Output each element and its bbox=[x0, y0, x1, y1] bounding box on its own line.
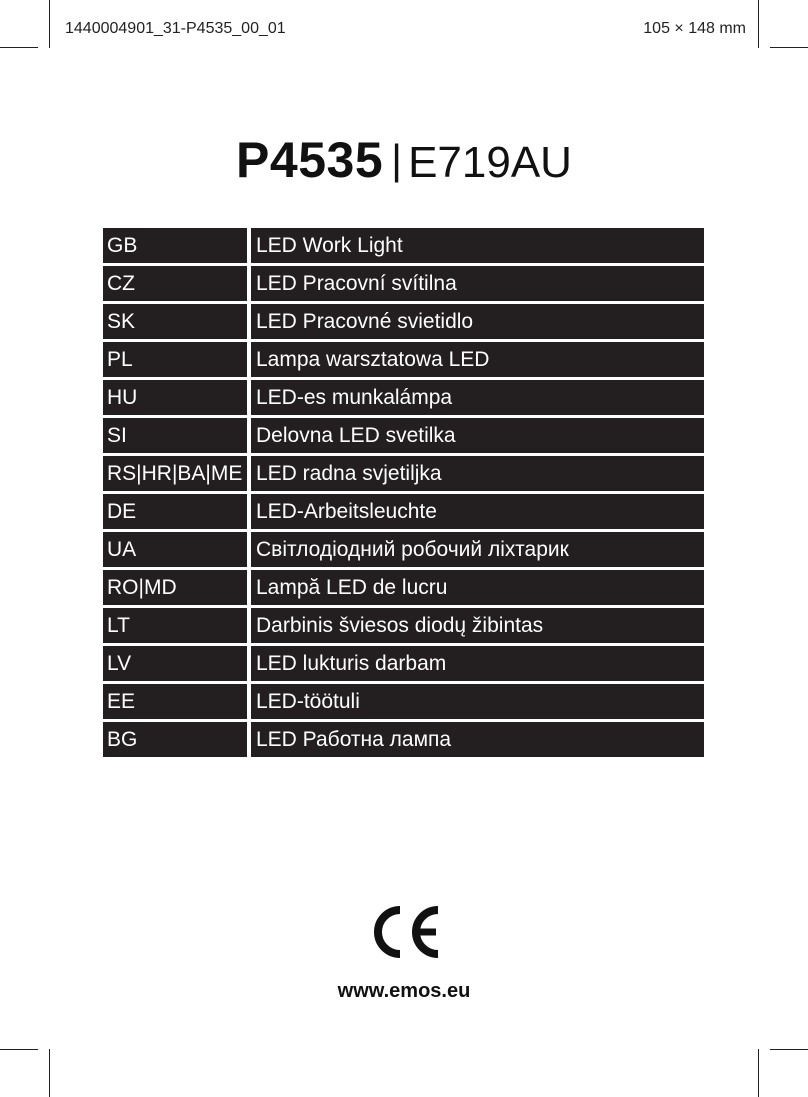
language-row bbox=[103, 380, 704, 415]
page-title bbox=[0, 130, 808, 193]
product-name: Darbinis šviesos diodų žibintas bbox=[251, 608, 704, 643]
language-row bbox=[103, 456, 704, 491]
language-code: GB bbox=[103, 228, 247, 263]
language-row bbox=[103, 228, 704, 263]
language-row bbox=[103, 494, 704, 529]
product-name: Lampa warsztatowa LED bbox=[251, 342, 704, 377]
product-name: Lampă LED de lucru bbox=[251, 570, 704, 605]
product-name: LED Pracovní svítilna bbox=[251, 266, 704, 301]
language-code: EE bbox=[103, 684, 247, 719]
website-url: www.emos.eu bbox=[337, 980, 471, 1002]
document-id: 1440004901_31-P4535_00_01 bbox=[65, 20, 286, 37]
language-row bbox=[103, 266, 704, 301]
language-row bbox=[103, 304, 704, 339]
language-table bbox=[103, 228, 704, 760]
language-row bbox=[103, 418, 704, 453]
crop-mark bbox=[0, 47, 38, 48]
crop-mark bbox=[49, 1049, 50, 1097]
product-name: LED-töötuli bbox=[251, 684, 704, 719]
language-code: PL bbox=[103, 342, 247, 377]
crop-mark bbox=[770, 47, 808, 48]
language-row bbox=[103, 608, 704, 643]
product-name: Світлодіодний робочий ліхтарик bbox=[251, 532, 704, 567]
language-code: RO|MD bbox=[103, 570, 247, 605]
crop-mark bbox=[770, 1049, 808, 1050]
language-code: SK bbox=[103, 304, 247, 339]
crop-mark bbox=[49, 0, 50, 48]
language-row bbox=[103, 722, 704, 757]
print-format: 105 × 148 mm bbox=[643, 20, 746, 37]
product-name: LED Работна лампа bbox=[251, 722, 704, 757]
crop-mark bbox=[758, 1049, 759, 1097]
product-name: LED lukturis darbam bbox=[251, 646, 704, 681]
product-name: LED Pracovné svietidlo bbox=[251, 304, 704, 339]
crop-mark bbox=[0, 1049, 38, 1050]
product-name: LED Work Light bbox=[251, 228, 704, 263]
ce-mark-icon bbox=[366, 905, 442, 959]
language-row bbox=[103, 684, 704, 719]
language-code: DE bbox=[103, 494, 247, 529]
language-code: LV bbox=[103, 646, 247, 681]
language-code: CZ bbox=[103, 266, 247, 301]
language-code: UA bbox=[103, 532, 247, 567]
language-code: HU bbox=[103, 380, 247, 415]
language-code: RS|HR|BA|ME bbox=[103, 456, 247, 491]
product-code: E719AU bbox=[408, 138, 572, 187]
product-name: LED-Arbeitsleuchte bbox=[251, 494, 704, 529]
product-name: LED radna svjetiljka bbox=[251, 456, 704, 491]
language-code: LT bbox=[103, 608, 247, 643]
title-separator: | bbox=[391, 136, 403, 183]
crop-mark bbox=[758, 0, 759, 48]
language-code: BG bbox=[103, 722, 247, 757]
model-number: P4535 bbox=[236, 132, 384, 188]
product-name: Delovna LED svetilka bbox=[251, 418, 704, 453]
language-row bbox=[103, 532, 704, 567]
language-row bbox=[103, 342, 704, 377]
product-name: LED-es munkalámpa bbox=[251, 380, 704, 415]
language-row bbox=[103, 646, 704, 681]
language-code: SI bbox=[103, 418, 247, 453]
language-row bbox=[103, 570, 704, 605]
